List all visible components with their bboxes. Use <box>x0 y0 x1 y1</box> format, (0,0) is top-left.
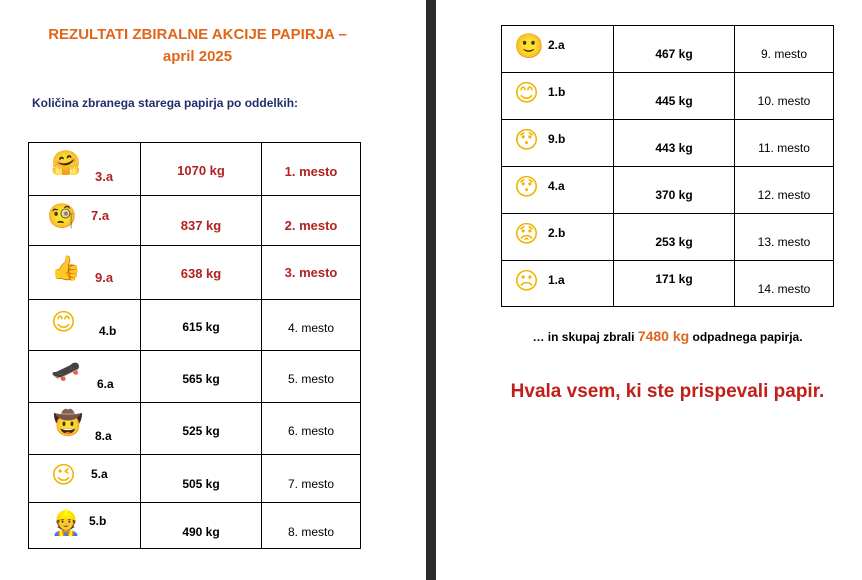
emoji-icon: ☹ <box>514 267 540 295</box>
rank-cell <box>262 143 361 196</box>
thank-you-message: Hvala vsem, ki ste prispevali papir. <box>510 381 825 402</box>
emoji-icon: 🙂 <box>514 32 544 60</box>
rank-cell <box>735 261 834 307</box>
rank-cell <box>262 403 361 455</box>
results-table-right <box>501 25 834 307</box>
rank-cell <box>735 167 834 214</box>
emoji-icon: 🤠 <box>53 409 83 437</box>
table-row <box>502 261 834 307</box>
amount-value: 565 kg <box>182 372 220 386</box>
rank-cell <box>262 246 361 300</box>
table-row <box>502 73 834 120</box>
amount-cell <box>141 403 262 455</box>
class-label: 6.a <box>97 377 114 391</box>
amount-value: 615 kg <box>182 320 220 334</box>
total-summary <box>500 328 835 344</box>
title-line-2: april 2025 <box>162 48 233 65</box>
class-cell <box>502 120 614 167</box>
amount-cell <box>141 246 262 300</box>
class-label: 3.a <box>95 169 114 184</box>
class-label: 4.a <box>548 179 565 193</box>
emoji-icon: 👷 <box>51 509 81 537</box>
emoji-icon: 👍 <box>51 254 81 282</box>
amount-cell <box>614 214 735 261</box>
class-label: 9.a <box>95 270 114 285</box>
amount-value: 490 kg <box>182 525 220 539</box>
amount-value: 253 kg <box>655 235 693 249</box>
total-amount: 7480 kg <box>637 328 690 344</box>
amount-cell <box>614 26 735 73</box>
rank-value: 7. mesto <box>287 477 335 491</box>
emoji-icon: 😉 <box>51 461 77 489</box>
amount-value: 505 kg <box>182 477 220 491</box>
table-row <box>29 503 361 549</box>
rank-value: 10. mesto <box>757 94 811 108</box>
rank-value: 8. mesto <box>287 525 335 539</box>
total-prefix: … in skupaj zbrali <box>532 330 638 344</box>
rank-value: 5. mesto <box>287 372 335 386</box>
class-cell <box>29 196 141 246</box>
rank-value: 6. mesto <box>287 424 335 438</box>
amount-cell <box>614 167 735 214</box>
class-label: 1.a <box>548 273 565 287</box>
class-cell <box>502 26 614 73</box>
amount-cell <box>614 261 735 307</box>
class-cell <box>502 261 614 307</box>
class-cell <box>29 351 141 403</box>
rank-cell <box>262 503 361 549</box>
rank-value: 1. mesto <box>284 164 338 179</box>
amount-cell <box>141 300 262 351</box>
rank-value: 14. mesto <box>757 282 811 296</box>
table-row <box>502 167 834 214</box>
amount-cell <box>141 196 262 246</box>
emoji-icon: 😯 <box>514 173 540 201</box>
class-cell <box>502 167 614 214</box>
amount-value: 445 kg <box>655 94 693 108</box>
class-cell <box>502 73 614 120</box>
emoji-icon: 😟 <box>514 220 540 248</box>
emoji-icon: 🛹 <box>51 357 81 385</box>
table-row <box>29 300 361 351</box>
rank-value: 9. mesto <box>760 47 808 61</box>
amount-cell <box>141 455 262 503</box>
amount-value: 370 kg <box>655 188 693 202</box>
amount-value: 467 kg <box>655 47 693 61</box>
class-cell <box>29 300 141 351</box>
rank-value: 3. mesto <box>284 265 338 280</box>
emoji-icon: 😯 <box>514 126 540 154</box>
table-row <box>29 143 361 196</box>
amount-value: 525 kg <box>182 424 220 438</box>
rank-cell <box>262 300 361 351</box>
page-title <box>20 24 375 68</box>
class-label: 8.a <box>95 429 112 443</box>
class-label: 7.a <box>91 208 110 223</box>
emoji-icon: 😊 <box>51 308 77 336</box>
rank-cell <box>262 351 361 403</box>
emoji-icon: 🧐 <box>47 202 77 230</box>
table-row <box>29 196 361 246</box>
rank-cell <box>735 73 834 120</box>
class-label: 1.b <box>548 85 566 99</box>
amount-value: 1070 kg <box>177 163 225 178</box>
total-suffix: odpadnega papirja. <box>689 330 803 344</box>
rank-value: 13. mesto <box>757 235 811 249</box>
table-row <box>29 246 361 300</box>
rank-cell <box>262 455 361 503</box>
class-cell <box>29 143 141 196</box>
table-row <box>502 120 834 167</box>
title-line-1: REZULTATI ZBIRALNE AKCIJE PAPIRJA – <box>48 26 347 43</box>
amount-value: 638 kg <box>180 266 222 281</box>
results-table-left <box>28 142 361 549</box>
class-label: 5.b <box>89 514 107 528</box>
rank-value: 12. mesto <box>757 188 811 202</box>
amount-value: 171 kg <box>655 272 693 286</box>
table-subtitle: Količina zbranega starega papirja po oddelkih: <box>32 96 299 110</box>
amount-value: 837 kg <box>180 218 222 233</box>
class-cell <box>29 246 141 300</box>
table-row <box>502 214 834 261</box>
class-label: 2.b <box>548 226 566 240</box>
amount-cell <box>614 120 735 167</box>
rank-cell <box>735 120 834 167</box>
class-cell <box>29 403 141 455</box>
rank-cell <box>735 214 834 261</box>
class-cell <box>502 214 614 261</box>
table-row <box>29 455 361 503</box>
class-cell <box>29 455 141 503</box>
rank-value: 4. mesto <box>287 321 335 335</box>
class-cell <box>29 503 141 549</box>
table-row <box>29 351 361 403</box>
table-row <box>502 26 834 73</box>
amount-cell <box>141 143 262 196</box>
rank-cell <box>735 26 834 73</box>
class-label: 2.a <box>548 38 565 52</box>
emoji-icon: 🤗 <box>51 149 81 177</box>
rank-cell <box>262 196 361 246</box>
rank-value: 2. mesto <box>284 218 338 233</box>
class-label: 9.b <box>548 132 566 146</box>
amount-value: 443 kg <box>655 141 693 155</box>
amount-cell <box>141 503 262 549</box>
class-label: 4.b <box>99 324 117 338</box>
amount-cell <box>614 73 735 120</box>
emoji-icon: 😊 <box>514 79 540 107</box>
rank-value: 11. mesto <box>758 141 810 155</box>
class-label: 5.a <box>91 467 108 481</box>
table-row <box>29 403 361 455</box>
page-divider <box>426 0 436 580</box>
amount-cell <box>141 351 262 403</box>
